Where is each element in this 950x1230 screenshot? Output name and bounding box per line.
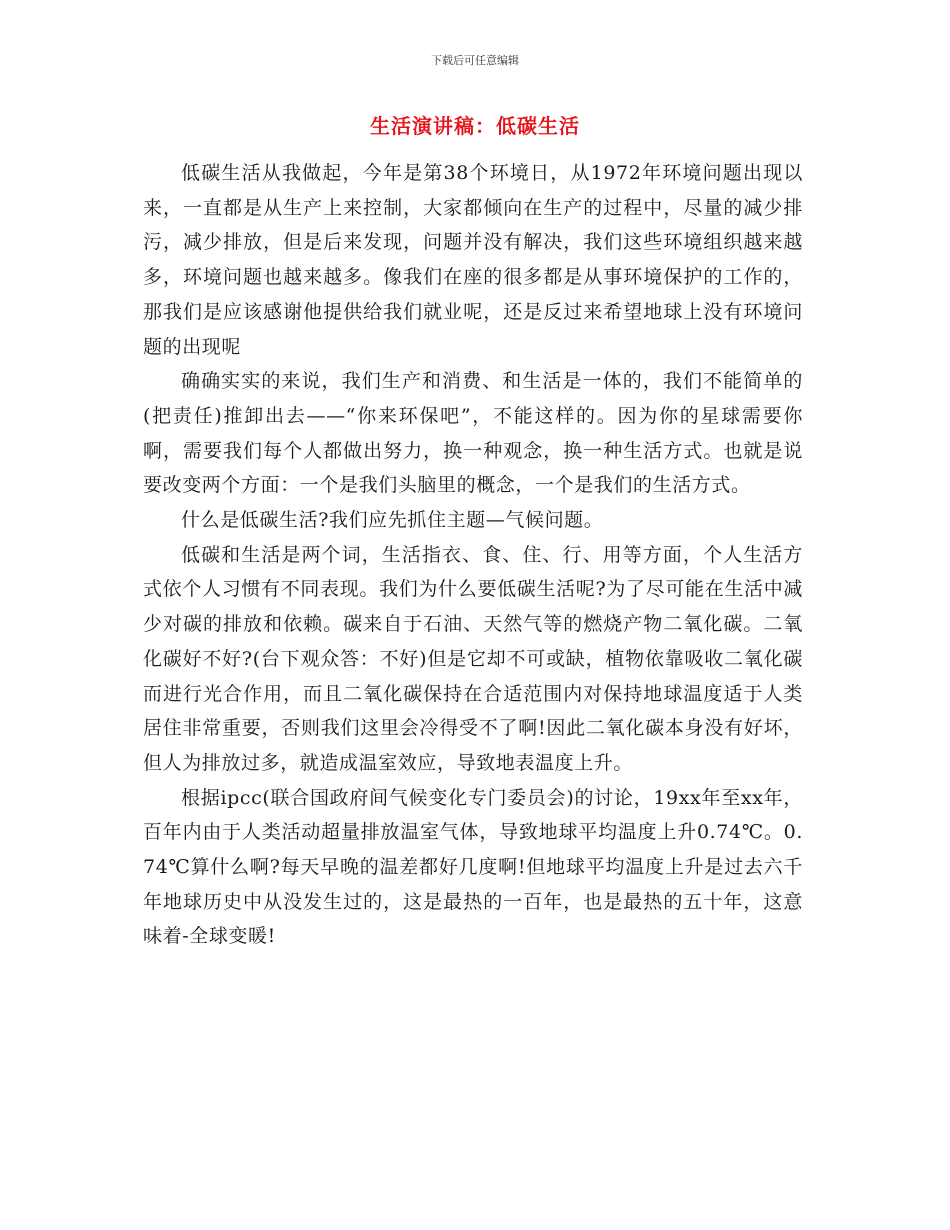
paragraph-4: 低碳和生活是两个词，生活指衣、食、住、行、用等方面，个人生活方式依个人习惯有不同表现。我们为什么要低碳生活呢?为了尽可能在生活中减少对碳的排放和依赖。碳来自于石油、天然气等的燃烧产物二氧化碳。二氧化碳好不好?(台下观众答：不好)但是它却不可或缺，植物依靠吸收二氧化碳而进行光合作用，而且二氧化碳保持在合适范围内对保持地球温度适于人类居住非常重要，否则我们这里会冷得受不了啊!因此二氧化碳本身没有好坏，但人为排放过多，就造成温室效应，导致地表温度上升。 xyxy=(143,543,803,774)
page-header-note: 下载后可任意编辑 xyxy=(431,54,519,67)
paragraph-2: 确确实实的来说，我们生产和消费、和生活是一体的，我们不能简单的(把责任)推卸出去——“你来环保吧”，不能这样的。因为你的星球需要你啊，需要我们每个人都做出努力，换一种观念，换一种生活方式。也就是说要改变两个方面：一个是我们头脑里的概念，一个是我们的生活方式。 xyxy=(143,370,803,497)
document-body xyxy=(143,156,803,954)
paragraph-3: 什么是低碳生活?我们应先抓住主题—气候问题。 xyxy=(181,509,604,532)
paragraph-1: 低碳生活从我做起，今年是第38个环境日，从1972年环境问题出现以来，一直都是从生产上来控制，大家都倾向在生产的过程中，尽量的减少排污，减少排放，但是后来发现，问题并没有解决，我们这些环境组织越来越多，环境问题也越来越多。像我们在座的很多都是从事环境保护的工作的，那我们是应该感谢他提供给我们就业呢，还是反过来希望地球上没有环境问题的出现呢 xyxy=(143,162,803,358)
paragraph-5: 根据ipcc(联合国政府间气候变化专门委员会)的讨论，19xx年至xx年，百年内由于人类活动超量排放温室气体，导致地球平均温度上升0.74℃。0.74℃算什么啊?每天早晚的温差都好几度啊!但地球平均温度上升是过去六千年地球历史中从没发生过的，这是最热的一百年，也是最热的五十年，这意味着-全球变暖! xyxy=(143,786,803,948)
document-title: 生活演讲稿：低碳生活 xyxy=(370,114,580,138)
